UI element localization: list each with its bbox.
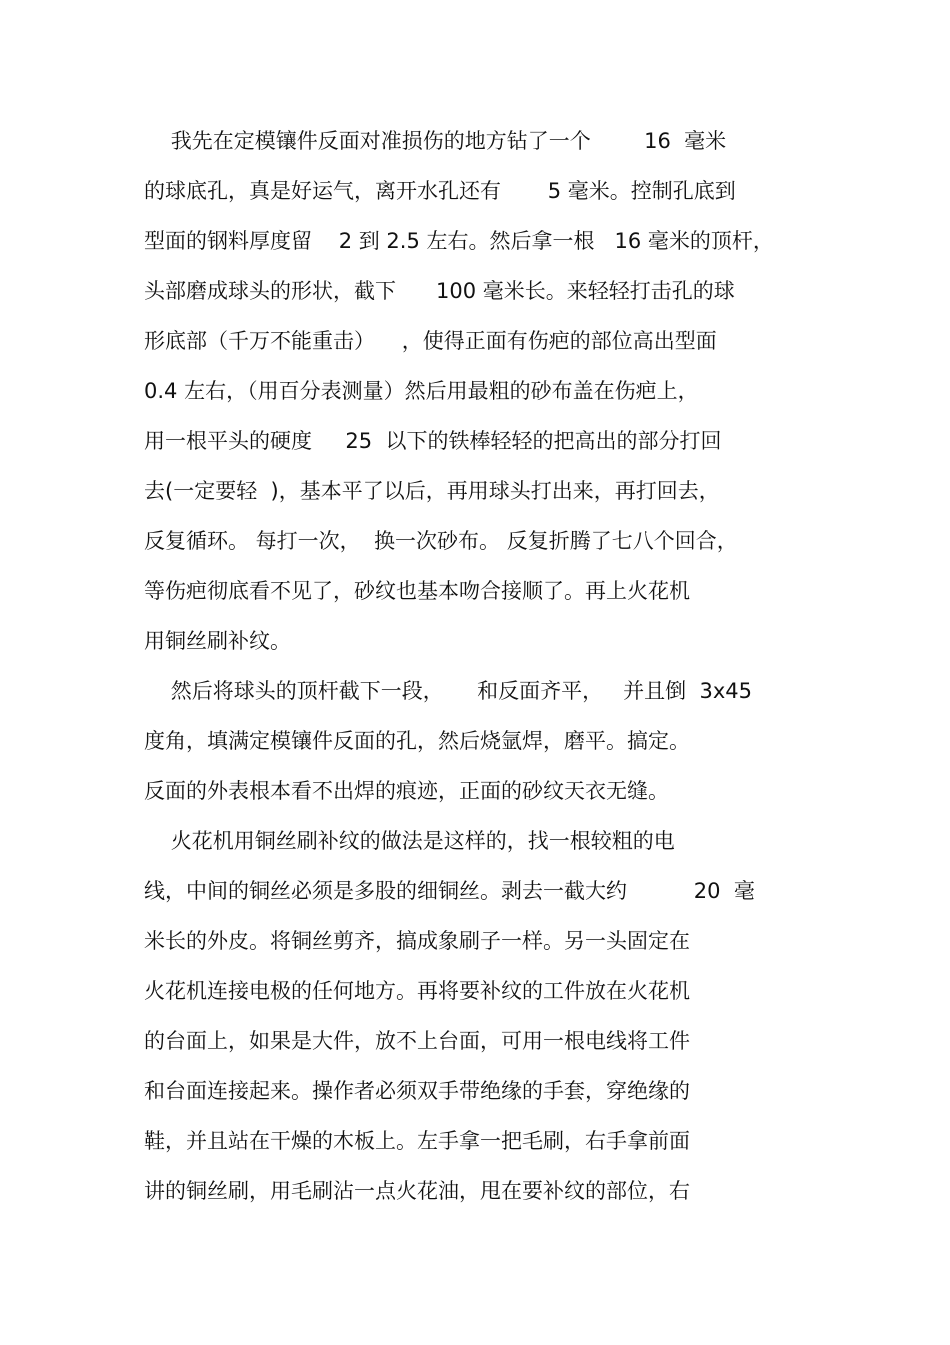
paragraph-line: 反复循环。 每打一次， 换一次砂布。 反复折腾了七八个回合， — [144, 529, 738, 553]
paragraph-line: 型面的钢料厚度留 2 到 2.5 左右。然后拿一根 16 毫米的顶杆， — [144, 229, 774, 253]
paragraph-line: 的球底孔，真是好运气，离开水孔还有 5 毫米。控制孔底到 — [144, 179, 736, 203]
paragraph-line: 0.4 左右，（用百分表测量）然后用最粗的砂布盖在伤疤上， — [144, 379, 699, 403]
paragraph-line: 去(一定要轻 )，基本平了以后，再用球头打出来，再打回去， — [144, 479, 720, 503]
paragraph-line: 火花机用铜丝刷补纹的做法是这样的，找一根较粗的电 — [144, 829, 675, 853]
paragraph-line: 讲的铜丝刷，用毛刷沾一点火花油，甩在要补纹的部位，右 — [144, 1179, 690, 1203]
paragraph-line: 然后将球头的顶杆截下一段， 和反面齐平， 并且倒 3x45 — [144, 679, 752, 703]
paragraph-line: 头部磨成球头的形状，截下 100 毫米长。来轻轻打击孔的球 — [144, 279, 735, 303]
paragraph-line: 用铜丝刷补纹。 — [144, 629, 291, 653]
paragraph-line: 线，中间的铜丝必须是多股的细铜丝。剥去一截大约 20 毫 — [144, 879, 755, 903]
paragraph-line: 和台面连接起来。操作者必须双手带绝缘的手套，穿绝缘的 — [144, 1079, 690, 1103]
paragraph-line: 火花机连接电极的任何地方。再将要补纹的工件放在火花机 — [144, 979, 690, 1003]
paragraph-line: 等伤疤彻底看不见了，砂纹也基本吻合接顺了。再上火花机 — [144, 579, 690, 603]
paragraph-line: 米长的外皮。将铜丝剪齐，搞成象刷子一样。另一头固定在 — [144, 929, 690, 953]
paragraph-line: 我先在定模镶件反面对准损伤的地方钻了一个 16 毫米 — [144, 129, 727, 153]
paragraph-line: 鞋，并且站在干燥的木板上。左手拿一把毛刷，右手拿前面 — [144, 1129, 690, 1153]
paragraph-line: 形底部（千万不能重击） ，使得正面有伤疤的部位高出型面 — [144, 329, 717, 353]
paragraph-line: 度角，填满定模镶件反面的孔，然后烧氩焊，磨平。搞定。 — [144, 729, 690, 753]
paragraph-line: 用一根平头的硬度 25 以下的铁棒轻轻的把高出的部分打回 — [144, 429, 722, 453]
paragraph-line: 的台面上，如果是大件，放不上台面，可用一根电线将工件 — [144, 1029, 690, 1053]
paragraph-line: 反面的外表根本看不出焊的痕迹，正面的砂纹天衣无缝。 — [144, 779, 669, 803]
